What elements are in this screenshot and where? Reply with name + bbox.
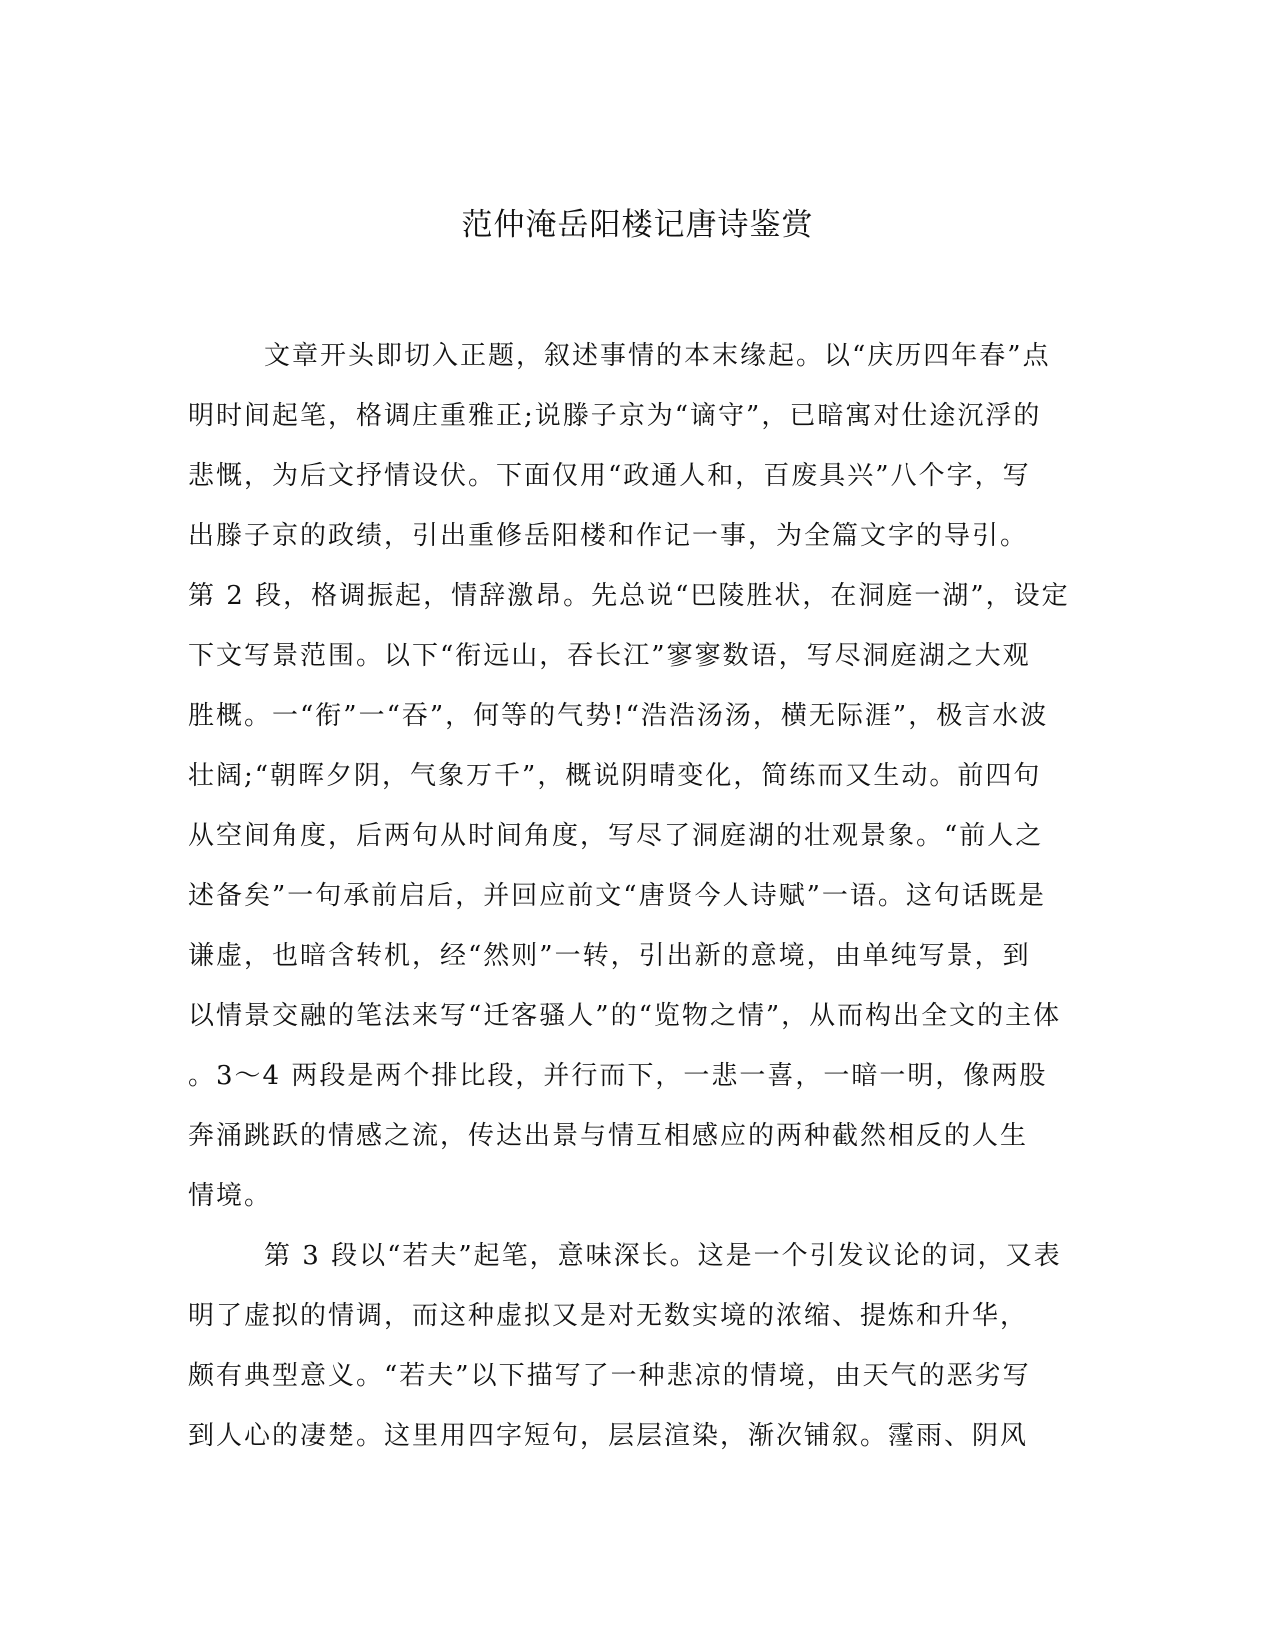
text-line: 奔涌跳跃的情感之流，传达出景与情互相感应的两种截然相反的人生 bbox=[188, 1121, 1029, 1151]
text-line: 以情景交融的笔法来写“迁客骚人”的“览物之情”，从而构出全文的主体 bbox=[188, 1001, 1062, 1031]
text-line: 从空间角度，后两句从时间角度，写尽了洞庭湖的壮观景象。“前人之 bbox=[188, 821, 1044, 851]
text-line: 下文写景范围。以下“衔远山，吞长江”寥寥数语，写尽洞庭湖之大观 bbox=[188, 641, 1031, 671]
text-line: 胜概。一“衔”一“吞”，何等的气势!“浩浩汤汤，横无际涯”，极言水波 bbox=[188, 701, 1049, 731]
text-line: 第 2 段，格调振起，情辞激昂。先总说“巴陵胜状，在洞庭一湖”，设定 bbox=[188, 581, 1070, 611]
text-line: 。3～4 两段是两个排比段，并行而下，一悲一喜，一暗一明，像两股 bbox=[188, 1061, 1048, 1091]
text-line: 到人心的凄楚。这里用四字短句，层层渲染，渐次铺叙。霪雨、阴风 bbox=[188, 1421, 1029, 1451]
text-line: 明时间起笔，格调庄重雅正;说滕子京为“谪守”，已暗寓对仕途沉浮的 bbox=[188, 401, 1042, 431]
text-line: 文章开头即切入正题，叙述事情的本末缘起。以“庆历四年春”点 bbox=[264, 341, 1051, 371]
paragraph-2 bbox=[188, 1226, 1088, 1466]
text-line: 壮阔;“朝晖夕阴，气象万千”，概说阴晴变化，简练而又生动。前四句 bbox=[188, 761, 1042, 791]
text-line: 述备矣”一句承前启后，并回应前文“唐贤今人诗赋”一语。这句话既是 bbox=[188, 881, 1046, 911]
paragraph-1 bbox=[188, 326, 1088, 1226]
text-line: 谦虚，也暗含转机，经“然则”一转，引出新的意境，由单纯写景，到 bbox=[188, 941, 1031, 971]
document-title: 范仲淹岳阳楼记唐诗鉴赏 bbox=[461, 207, 814, 243]
text-line: 明了虚拟的情调，而这种虚拟又是对无数实境的浓缩、提炼和升华， bbox=[188, 1301, 1029, 1331]
text-line: 悲慨，为后文抒情设伏。下面仅用“政通人和，百废具兴”八个字，写 bbox=[188, 461, 1031, 491]
text-line: 情境。 bbox=[188, 1181, 273, 1211]
text-line: 颇有典型意义。“若夫”以下描写了一种悲凉的情境，由天气的恶劣写 bbox=[188, 1361, 1031, 1391]
text-line: 出滕子京的政绩，引出重修岳阳楼和作记一事，为全篇文字的导引。 bbox=[188, 521, 1029, 551]
document-body bbox=[188, 326, 1088, 1466]
text-line: 第 3 段以“若夫”起笔，意味深长。这是一个引发议论的词，又表 bbox=[264, 1241, 1062, 1271]
